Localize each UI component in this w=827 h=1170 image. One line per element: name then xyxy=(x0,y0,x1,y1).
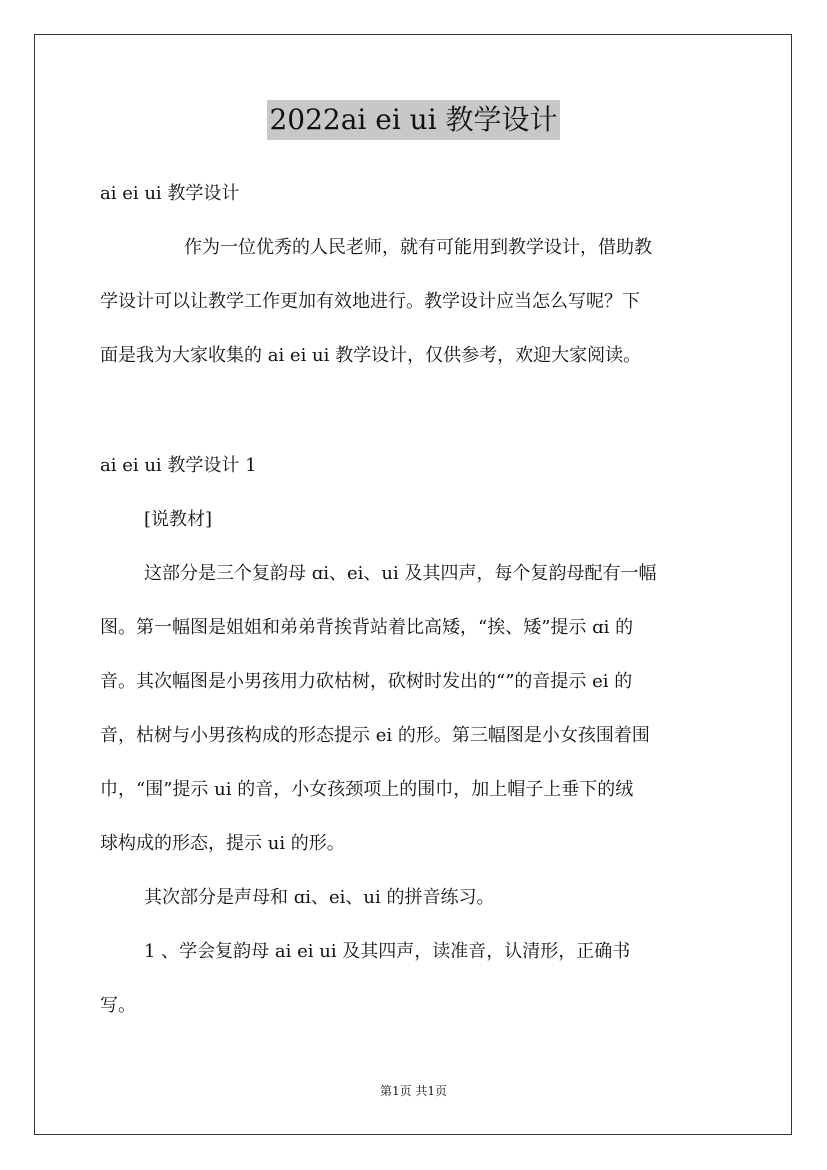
body-line-6: 球构成的形态，提示 ui 的形。 xyxy=(100,833,345,854)
intro-line-1: 作为一位优秀的人民老师，就有可能用到教学设计，借助教 xyxy=(184,237,652,258)
body-line-5: 巾，“围”提示 ui 的音，小女孩颈项上的围巾，加上帽子上垂下的绒 xyxy=(100,779,634,800)
intro-line-3: 面是我为大家收集的 ai ei ui 教学设计，仅供参考，欢迎大家阅读。 xyxy=(100,345,642,366)
document-title: 2022ai ei ui 教学设计 xyxy=(267,100,559,140)
section-heading: ai ei ui 教学设计 1 xyxy=(100,455,257,476)
body-line-4: 音，枯树与小男孩构成的形态提示 ei 的形。第三幅图是小女孩围着围 xyxy=(100,725,650,746)
page-footer: 第1页 共1页 xyxy=(379,1084,448,1098)
body-line-7: 其次部分是声母和 ɑi、ei、ui 的拼音练习。 xyxy=(144,887,495,908)
intro-line-2: 学设计可以让教学工作更加有效地进行。教学设计应当怎么写呢？下 xyxy=(100,291,640,312)
subsection-heading: [说教材] xyxy=(144,509,213,530)
body-line-8: 1 、学会复韵母 ai ei ui 及其四声，读准音，认清形，正确书 xyxy=(144,941,631,962)
title-container xyxy=(0,100,827,140)
document-subtitle: ai ei ui 教学设计 xyxy=(100,183,240,204)
body-line-1: 这部分是三个复韵母 ɑi、ei、ui 及其四声，每个复韵母配有一幅 xyxy=(144,563,657,584)
body-line-3: 音。其次幅图是小男孩用力砍枯树，砍树时发出的“”的音提示 ei 的 xyxy=(100,671,633,692)
body-line-9: 写。 xyxy=(100,995,136,1016)
body-line-2: 图。第一幅图是姐姐和弟弟背挨背站着比高矮，“挨、矮”提示 ɑi 的 xyxy=(100,617,634,638)
